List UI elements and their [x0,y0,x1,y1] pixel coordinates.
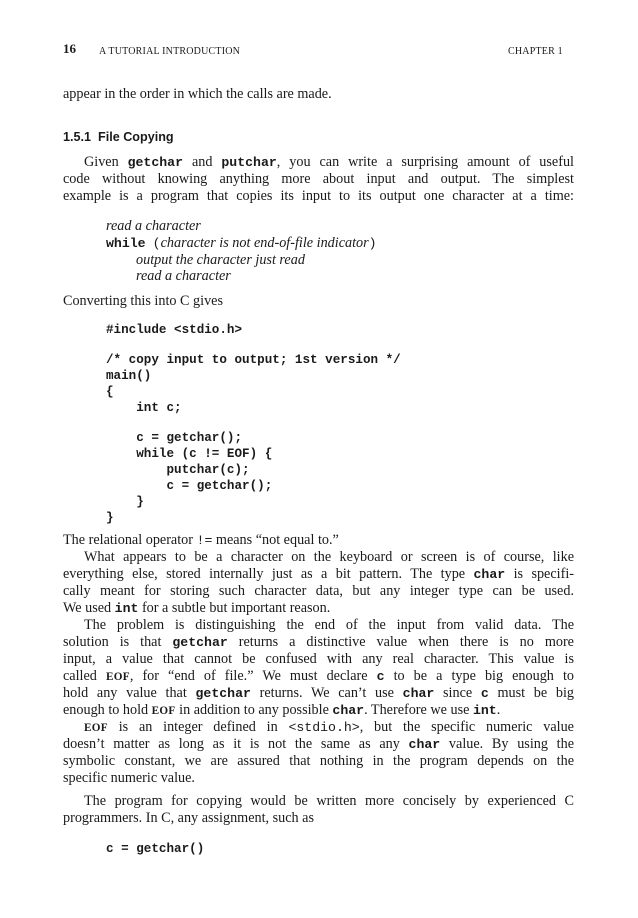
para4-line1: EOF is an integer defined in <stdio.h>, but the specific numeric value [84,719,574,735]
code-main: main() [106,369,152,383]
code-getchar: c = getchar(); [106,479,273,493]
intro-line: appear in the order in which the calls are made. [63,86,332,102]
section-number: 1.5.1 [63,130,92,144]
section-heading [63,129,174,146]
pseudocode-line3: output the character just read [136,252,305,268]
relational-line: The relational operator != means “not equal to.” [63,532,339,548]
para4-line3: symbolic constant, we are assured that nothing in the program depends on the [63,753,574,769]
para2-line2: everything else, stored internally just as a bit pattern. The type char is specifi- [63,566,574,582]
pseudocode-line2: while (character is not end-of-file indicator) [106,235,377,251]
code-open-brace: { [106,385,114,399]
code-assign: c = getchar(); [106,431,243,445]
running-title: A TUTORIAL INTRODUCTION [99,46,241,57]
para4-line4: specific numeric value. [63,770,195,786]
code-close-while: } [106,495,144,509]
code-comment: /* copy input to output; 1st version */ [106,353,401,367]
code-example-2: c = getchar() [106,842,205,856]
para4-line2: doesn’t matter as long as it is not the same as any char value. By using the [63,736,574,752]
para3-line2: solution is that getchar returns a distinctive value when there is no more [63,634,574,650]
code-close-main: } [106,511,114,525]
code-decl: int c; [106,401,182,415]
para3-line3: input, a value that cannot be confused with any real character. This value is [63,651,574,667]
section-title: File Copying [98,130,174,144]
para1-line2: code without knowing anything more about input and output. The simplest [63,171,574,187]
code-putchar: putchar(c); [106,463,250,477]
pseudocode-line4: read a character [136,268,231,284]
chapter-label: CHAPTER 1 [508,46,563,57]
para1-line1: Given getchar and putchar, you can write a surprising amount of useful [84,154,574,170]
pseudocode-line1: read a character [106,218,201,234]
para2-line4: We used int for a subtle but important reason. [63,600,331,616]
para3-line6: enough to hold EOF in addition to any possible char. Therefore we use int. [63,702,501,718]
para3-line1: The problem is distinguishing the end of the input from valid data. The [84,617,574,633]
page-number: 16 [63,41,76,56]
para2-line3: cally meant for storing such character data, but any integer type can be used. [63,583,574,599]
code-include: #include <stdio.h> [106,323,243,337]
para1-line3: example is a program that copies its input to its output one character at a time: [63,188,574,204]
para3-line4: called EOF, for “end of file.” We must declare c to be a type big enough to [63,668,574,684]
code-while: while (c != EOF) { [106,447,273,461]
para5-line1: The program for copying would be written more concisely by experienced C [84,793,574,809]
converting-line: Converting this into C gives [63,293,224,309]
para3-line5: hold any value that getchar returns. We can’t use char since c must be big [63,685,574,701]
para5-line2: programmers. In C, any assignment, such as [63,810,314,826]
para2-line1: What appears to be a character on the keyboard or screen is of course, like [84,549,574,565]
